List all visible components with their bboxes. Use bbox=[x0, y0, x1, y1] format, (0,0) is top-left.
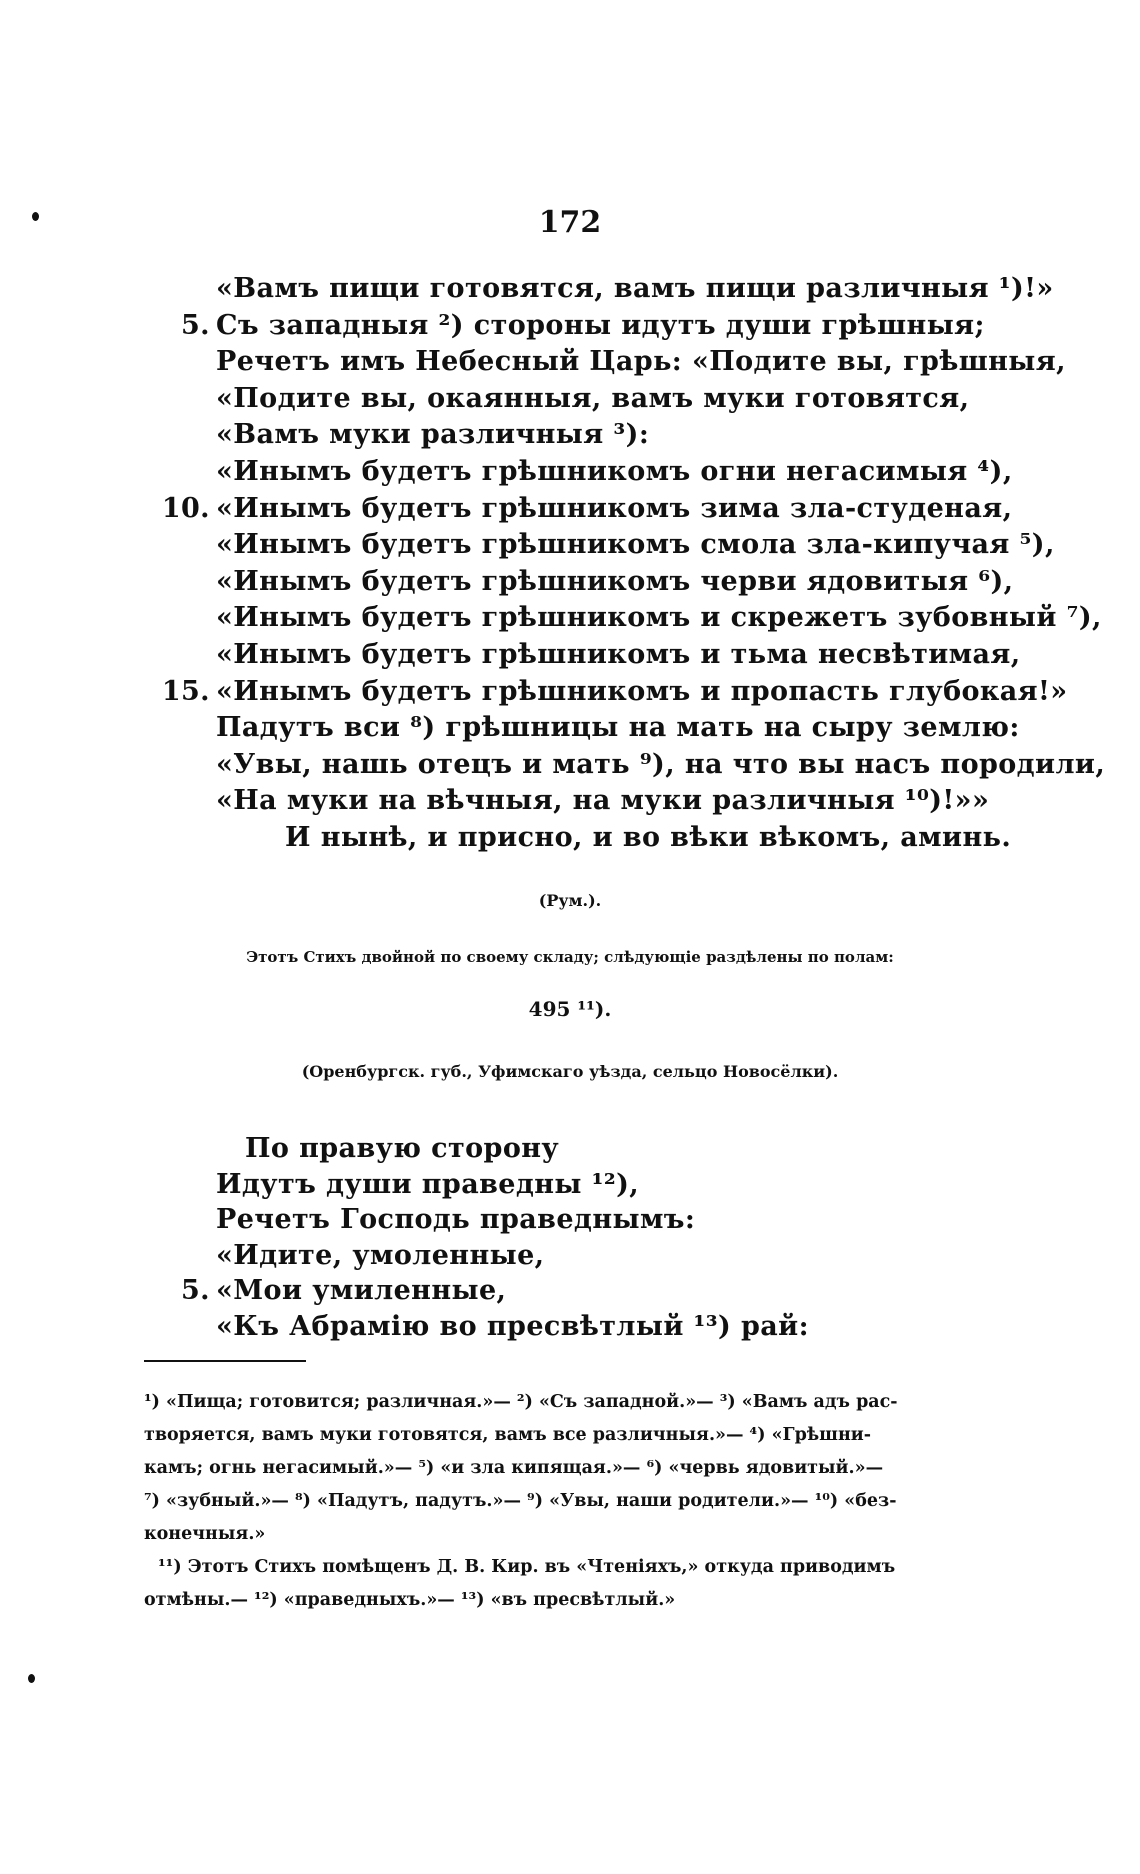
footnote-line: ¹¹) Этотъ Стихъ помѣщенъ Д. В. Кир. въ «Чтеніяхъ,» откуда приводимъ bbox=[158, 1557, 896, 1577]
verse-text: «Мои умиленные, bbox=[216, 1275, 507, 1306]
verse-text: «Инымъ будетъ грѣшникомъ огни негасимыя ⁴), bbox=[216, 456, 1013, 487]
line-number: 10. bbox=[161, 492, 210, 524]
verse-line bbox=[0, 343, 1140, 380]
verse-line bbox=[0, 1237, 1140, 1274]
footnote-line: камъ; огнь негасимый.»— ⁵) «и зла кипящая.»— ⁶) «червь ядовитый.»— bbox=[144, 1458, 884, 1478]
verse-text: И нынѣ, и присно, и во вѣки вѣкомъ, аминь. bbox=[285, 822, 1012, 853]
verse-text: Падутъ вси ⁸) грѣшницы на мать на сыру землю: bbox=[216, 712, 1020, 744]
verse-line bbox=[0, 1130, 1140, 1167]
footnote-line: отмѣны.— ¹²) «праведныхъ.»— ¹³) «въ пресвѣтлый.» bbox=[144, 1590, 676, 1610]
verse-line bbox=[0, 819, 1140, 856]
verse-text: «Инымъ будетъ грѣшникомъ смола зла-кипучая ⁵), bbox=[216, 529, 1055, 561]
line-number: 15. bbox=[161, 675, 210, 707]
margin-dot bbox=[28, 1674, 35, 1683]
verse-text: «Инымъ будетъ грѣшникомъ и тьма несвѣтимая, bbox=[216, 639, 1021, 670]
page-number: 172 bbox=[538, 205, 602, 240]
verse-line bbox=[0, 746, 1140, 783]
place-label: (Оренбургск. губ., Уфимскаго уѣзда, сельцо Новосёлки). bbox=[301, 1062, 839, 1081]
verse-text: «Идите, умоленные, bbox=[216, 1239, 545, 1271]
verse-line bbox=[0, 782, 1140, 819]
verse-text: «Инымъ будетъ грѣшникомъ и скрежетъ зубовный ⁷), bbox=[216, 602, 1102, 634]
verse-text: По правую сторону bbox=[245, 1133, 560, 1164]
verse-text: Речетъ Господь праведнымъ: bbox=[216, 1204, 696, 1235]
verse-line bbox=[0, 526, 1140, 563]
verse-line bbox=[0, 563, 1140, 600]
verse-line bbox=[0, 1201, 1140, 1238]
verse-line bbox=[0, 270, 1140, 307]
verse-line bbox=[0, 416, 1140, 453]
verse-line bbox=[0, 1308, 1140, 1345]
verse-line bbox=[0, 490, 1140, 527]
verse-text: «На муки на вѣчныя, на муки различныя ¹⁰)!»» bbox=[216, 785, 990, 817]
verse-line bbox=[0, 599, 1140, 636]
verse-text: Съ западныя ²) стороны идутъ души грѣшныя; bbox=[216, 309, 985, 341]
verse-line bbox=[0, 1166, 1140, 1203]
poem-number: 495 ¹¹). bbox=[528, 997, 612, 1021]
verse-line bbox=[0, 307, 1140, 344]
verse-text: «Инымъ будетъ грѣшникомъ зима зла-студеная, bbox=[216, 492, 1013, 524]
verse-line bbox=[0, 380, 1140, 417]
verse-line bbox=[0, 453, 1140, 490]
verse-text: «Вамъ пищи готовятся, вамъ пищи различныя ¹)!» bbox=[216, 273, 1054, 304]
verse-line bbox=[0, 673, 1140, 710]
footnote-line: творяется, вамъ муки готовятся, вамъ все различныя.»— ⁴) «Грѣшни- bbox=[144, 1425, 872, 1445]
verse-text: «Къ Абрамію во пресвѣтлый ¹³) рай: bbox=[216, 1310, 809, 1342]
verse-text: Речетъ имъ Небесный Царь: «Подите вы, грѣшныя, bbox=[216, 346, 1066, 378]
line-number: 5. bbox=[181, 1275, 210, 1306]
verse-text: «Вамъ муки различныя ³): bbox=[216, 419, 650, 451]
verse-text: «Подите вы, окаянныя, вамъ муки готовятся, bbox=[216, 382, 970, 414]
footnote-line: ⁷) «зубный.»— ⁸) «Падутъ, падутъ.»— ⁹) «Увы, наши родители.»— ¹⁰) «без- bbox=[144, 1491, 897, 1511]
source-label: (Рум.). bbox=[538, 891, 602, 910]
editorial-note: Этотъ Стихъ двойной по своему складу; слѣдующіе раздѣлены по полам: bbox=[246, 948, 894, 966]
footnote-line: конечныя.» bbox=[144, 1524, 266, 1544]
verse-line bbox=[0, 709, 1140, 746]
verse-line bbox=[0, 1272, 1140, 1309]
verse-text: «Увы, нашь отецъ и мать ⁹), на что вы насъ породили, bbox=[216, 748, 1106, 780]
line-number: 5. bbox=[181, 309, 210, 341]
verse-text: Идутъ души праведны ¹²), bbox=[216, 1168, 640, 1200]
verse-text: «Инымъ будетъ грѣшникомъ черви ядовитыя ⁶), bbox=[216, 565, 1014, 597]
footnote-rule bbox=[144, 1360, 306, 1362]
footnote-line: ¹) «Пища; готовится; различная.»— ²) «Съ западной.»— ³) «Вамъ адъ рас- bbox=[144, 1392, 898, 1412]
verse-text: «Инымъ будетъ грѣшникомъ и пропасть глубокая!» bbox=[216, 675, 1068, 707]
verse-line bbox=[0, 636, 1140, 673]
